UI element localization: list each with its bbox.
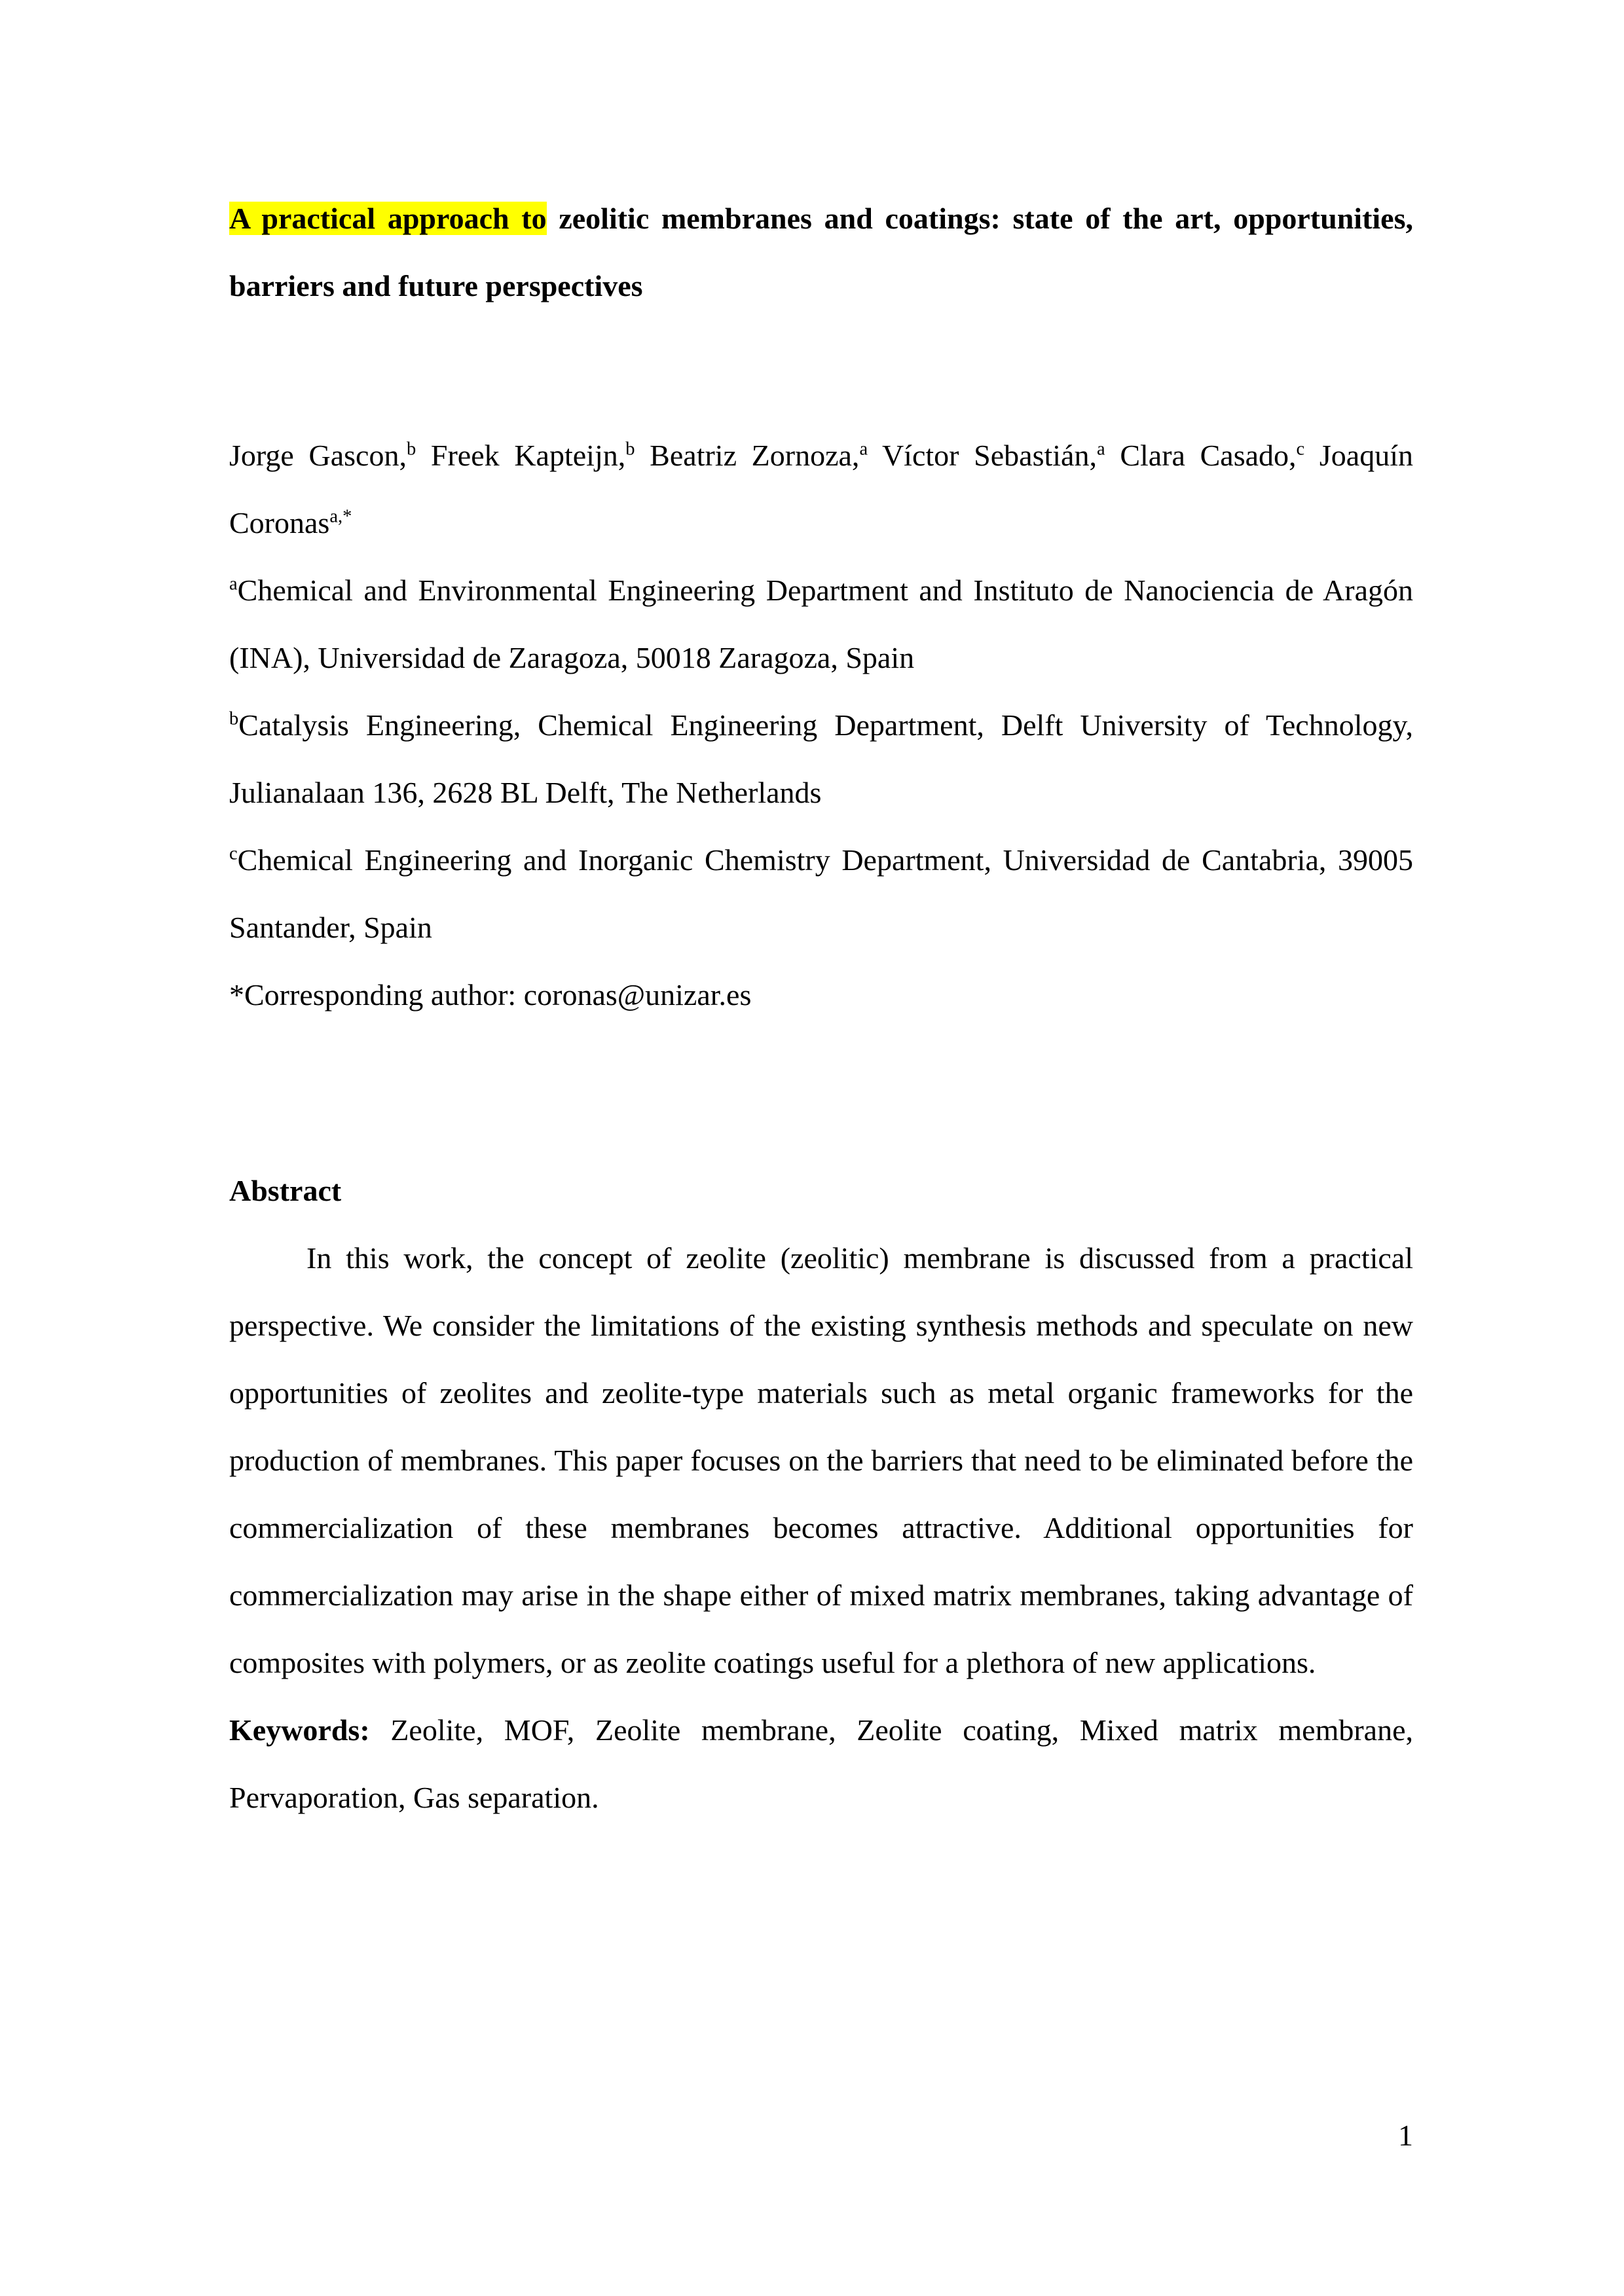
author-name-2: Beatriz Zornoza, <box>635 439 860 472</box>
author-name-4: Clara Casado, <box>1105 439 1297 472</box>
affiliation-c <box>229 826 1413 961</box>
abstract-body: In this work, the concept of zeolite (zeolitic) membrane is discussed from a practical perspective. We consider the limitations of the existing synthesis methods and speculate on new opportunities of zeolites and zeolite-type materials such as metal organic frameworks for the production of membranes. This paper focuses on the barriers that need to be eliminated before the commercialization of these membranes becomes attractive. Additional opportunities for commercialization may arise in the shape either of mixed matrix membranes, taking advantage of composites with polymers, or as zeolite coatings useful for a plethora of new applications. <box>229 1241 1413 1679</box>
spacer-title-authors <box>229 319 1413 422</box>
page-title <box>229 185 1413 319</box>
author-sup-1: b <box>625 439 635 460</box>
page-number: 1 <box>1398 2119 1413 2152</box>
author-name-0: Jorge Gascon, <box>229 439 407 472</box>
title-rest-span: zeolitic membranes and coatings: state of the art, opportunities, barriers and future perspectives <box>229 202 1413 302</box>
affiliation-text-b: Catalysis Engineering, Chemical Engineering Department, Delft University of Technology, Julianalaan 136, 2628 BL Delft, The Netherlands <box>229 708 1413 809</box>
affiliation-marker-a: a <box>229 574 238 594</box>
page-content <box>229 185 1413 1831</box>
spacer-email-abstract <box>229 1029 1413 1157</box>
author-sup-4: c <box>1296 439 1305 460</box>
affiliation-text-c: Chemical Engineering and Inorganic Chemistry Department, Universidad de Cantabria, 39005 Santander, Spain <box>229 843 1413 944</box>
affiliation-b <box>229 691 1413 826</box>
affiliation-marker-c: c <box>229 843 238 864</box>
affiliation-a <box>229 556 1413 691</box>
affiliation-marker-b: b <box>229 708 239 729</box>
corresponding-author-line: *Corresponding author: coronas@unizar.es <box>229 978 752 1011</box>
author-sup-0: b <box>406 439 416 460</box>
affiliation-text-a: Chemical and Environmental Engineering Department and Instituto de Nanociencia de Aragón (INA), Universidad de Zaragoza, 50018 Zaragoza, Spain <box>229 574 1413 674</box>
title-highlighted-span: A practical approach to <box>229 202 547 235</box>
keywords-label: Keywords: <box>229 1713 370 1747</box>
author-list <box>229 422 1413 556</box>
author-name-5: Joaquín Coronas <box>229 439 1414 539</box>
keywords-line <box>229 1696 1413 1831</box>
author-name-1: Freek Kapteijn, <box>416 439 626 472</box>
author-sup-5: a,* <box>329 506 352 527</box>
keywords-text: Zeolite, MOF, Zeolite membrane, Zeolite coating, Mixed matrix membrane, Pervaporation, Gas separation. <box>229 1713 1413 1814</box>
abstract-heading: Abstract <box>229 1174 342 1207</box>
author-sup-3: a <box>1096 439 1105 460</box>
author-sup-2: a <box>859 439 868 460</box>
author-name-3: Víctor Sebastián, <box>868 439 1097 472</box>
